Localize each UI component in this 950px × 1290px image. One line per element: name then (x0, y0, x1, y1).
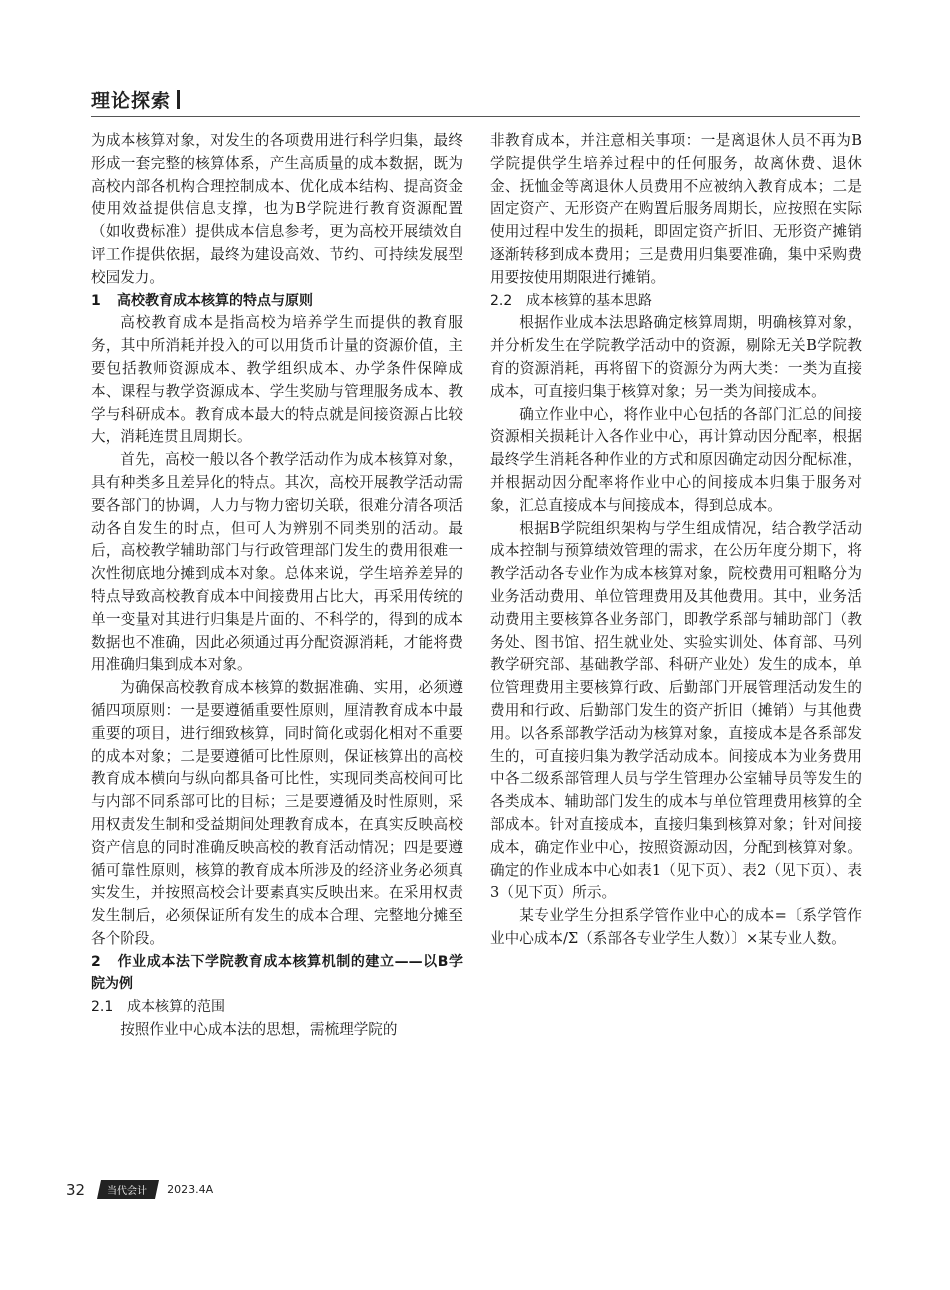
left-column (91, 130, 463, 1042)
paragraph: 高校教育成本是指高校为培养学生而提供的教育服务，其中所消耗并投入的可以用货币计量的资源价值，主要包括教师资源成本、教学组织成本、办学条件保障成本、课程与教学资源成本、学生奖励与管理服务成本、教学与科研成本。教育成本最大的特点就是间接资源占比较大，消耗连贯且周期长。 (91, 314, 463, 446)
heading-number: 2 (91, 953, 101, 970)
paragraph: 非教育成本，并注意相关事项：一是离退休人员不再为B学院提供学生培养过程中的任何服务，故离休费、退休金、抚恤金等离退休人员费用不应被纳入教育成本；二是固定资产、无形资产在购置后服务周期长，应按照在实际使用过程中发生的损耗，即固定资产折旧、无形资产摊销逐渐转移到成本费用；三是费用归集要准确，集中采购费用要按使用期限进行摊销。 (490, 132, 862, 286)
paragraph: 按照作业中心成本法的思想，需梳理学院的 (120, 1021, 398, 1039)
heading-text: 成本核算的基本思路 (526, 292, 652, 309)
page-footer (66, 1180, 213, 1199)
paragraph: 为成本核算对象，对发生的各项费用进行科学归集，最终形成一套完整的核算体系，产生高质量的成本数据，既为高校内部各机构合理控制成本、优化成本结构、提高资金使用效益提供信息支撑，也为B学院进行教育资源配置（如收费标准）提供成本信息参考，更为高校开展绩效自评工作提供依据，最终为建设高效、节约、可持续发展型校园发力。 (91, 132, 463, 286)
heading-2-1 (91, 996, 463, 1019)
section-header (91, 86, 180, 113)
heading-2-2 (490, 290, 862, 313)
paragraph: 某专业学生分担系学管作业中心的成本=〔系学管作业中心成本/Σ（系部各专业学生人数）〕×某专业人数。 (490, 907, 862, 947)
right-column (490, 130, 862, 951)
heading-text: 作业成本法下学院教育成本核算机制的建立——以B学院为例 (91, 953, 463, 993)
paragraph: 根据B学院组织架构与学生组成情况，结合教学活动成本控制与预算绩效管理的需求，在公历年度分期下，将教学活动各专业作为成本核算对象，院校费用可粗略分为业务活动费用、单位管理费用及其他费用。其中，业务活动费用主要核算各业务部门，即教学系部与辅助部门（教务处、图书馆、招生就业处、实验实训处、体育部、马列教学研究部、基础教学部、科研产业处）发生的成本，单位管理费用主要核算行政、后勤部门开展管理活动发生的费用和行政、后勤部门发生的资产折旧（摊销）与其他费用。以各系部教学活动为核算对象，直接成本是各系部发生的，可直接归集为教学活动成本。间接成本为业务费用中各二级系部管理人员与学生管理办公室辅导员等发生的各类成本、辅助部门发生的成本与单位管理费用核算的全部成本。针对直接成本，直接归集到核算对象；针对间接成本，确定作业中心，按照资源动因，分配到核算对象。确定的作业成本中心如表1（见下页）、表2（见下页）、表3（见下页）所示。 (490, 519, 862, 902)
paragraph: 首先，高校一般以各个教学活动作为成本核算对象，具有种类多且差异化的特点。其次，高校开展教学活动需要各部门的协调，人力与物力密切关联，很难分清各项活动各自发生的时点，但可人为辨别不同类别的活动。最后，高校教学辅助部门与行政管理部门发生的费用很难一次性彻底地分摊到成本对象。总体来说，学生培养差异的特点导致高校教育成本中间接费用占比大，再采用传统的单一变量对其进行归集是片面的、不科学的，得到的成本数据也不准确，因此必须通过再分配资源消耗，才能将费用准确归集到成本对象。 (91, 451, 463, 674)
heading-number: 1 (91, 292, 101, 309)
heading-1 (91, 290, 463, 313)
section-title: 理论探索 (91, 90, 172, 112)
paragraph: 为确保高校教育成本核算的数据准确、实用，必须遵循四项原则：一是要遵循重要性原则，厘清教育成本中最重要的项目，进行细致核算，同时简化或弱化相对不重要的成本对象；二是要遵循可比性原则，保证核算出的高校教育成本横向与纵向都具备可比性，实现同类高校间可比与内部不同系部可比的目标；三是要遵循及时性原则，采用权责发生制和受益期间处理教育成本，在真实反映高校资产信息的同时准确反映高校的教育活动情况；四是要遵循可靠性原则，核算的教育成本所涉及的经济业务必须真实发生，并按照高校会计要素真实反映出来。在采用权责发生制后，必须保证所有发生的成本合理、完整地分摊至各个阶段。 (91, 679, 463, 947)
issue-label: 2023.4A (167, 1183, 214, 1196)
paragraph: 确立作业中心，将作业中心包括的各部门汇总的间接资源相关损耗计入各作业中心，再计算动因分配率，根据最终学生消耗各种作业的方式和原因确定动因分配标准，并根据动因分配率将作业中心的间接成本归集于服务对象，汇总直接成本与间接成本，得到总成本。 (490, 405, 862, 514)
heading-text: 成本核算的范围 (127, 999, 225, 1016)
heading-text: 高校教育成本核算的特点与原则 (117, 292, 313, 309)
journal-name: 当代会计 (107, 1186, 148, 1197)
section-bar (177, 90, 180, 109)
heading-number: 2.1 (91, 999, 114, 1016)
paragraph: 根据作业成本法思路确定核算周期，明确核算对象，并分析发生在学院教学活动中的资源，剔除无关B学院教育的资源消耗，再将留下的资源分为两大类：一类为直接成本，可直接归集于核算对象；另一类为间接成本。 (490, 314, 862, 400)
page-number: 32 (66, 1180, 86, 1199)
heading-2 (91, 951, 463, 997)
journal-badge (97, 1180, 159, 1199)
header-rule (91, 116, 860, 117)
heading-number: 2.2 (490, 292, 513, 309)
